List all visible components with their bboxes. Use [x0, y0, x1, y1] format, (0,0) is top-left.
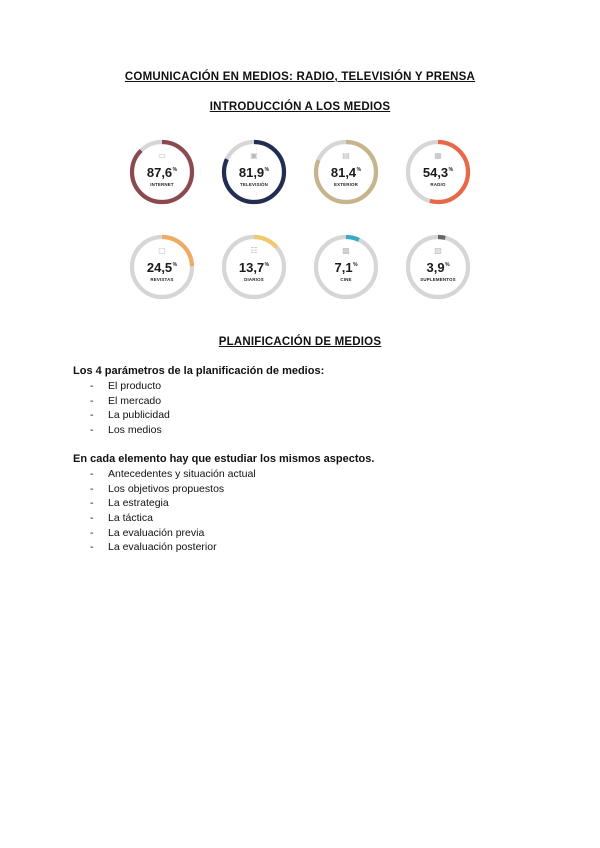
list-item-text: Antecedentes y situación actual	[108, 468, 256, 480]
list-item	[90, 482, 256, 497]
list-item-text: La estrategia	[108, 497, 169, 510]
list-item	[90, 526, 256, 541]
gauges-row-2	[0, 231, 600, 311]
dash-marker: -	[90, 394, 94, 407]
gauge-diarios	[218, 231, 290, 303]
list-item-text: La publicidad	[108, 409, 170, 422]
planning-heading: PLANIFICACIÓN DE MEDIOS	[218, 336, 382, 348]
list-item-text: La táctica	[108, 512, 153, 525]
list-item-text: Los medios	[108, 424, 162, 437]
list-item	[90, 467, 256, 482]
tv-icon: ▣	[250, 151, 258, 160]
gauge-value-number: 87,6	[146, 165, 173, 180]
dash-marker: -	[90, 468, 94, 480]
intro-heading: INTRODUCCIÓN A LOS MEDIOS	[209, 101, 391, 113]
gauge-unit: %	[445, 262, 450, 268]
dash-marker: -	[90, 497, 94, 510]
dash-marker: -	[90, 541, 94, 554]
dash-marker: -	[90, 380, 94, 392]
params-lead: Los 4 parámetros de la planificación de medios:	[73, 365, 325, 377]
dash-marker: -	[90, 482, 94, 495]
gauge-unit: %	[172, 262, 178, 268]
gauge-radio	[402, 136, 474, 208]
billboard-icon: ▤	[342, 151, 350, 160]
gauge-label: INTERNET	[150, 182, 174, 187]
gauge-value	[218, 258, 290, 275]
gauge-unit: %	[264, 262, 270, 268]
monitor-icon: ▭	[158, 151, 166, 160]
gauges-row-1	[0, 136, 600, 216]
gauge-label: REVISTAS	[150, 277, 174, 282]
gauge-value	[402, 163, 474, 180]
list-item-text: La evaluación previa	[108, 526, 205, 539]
gauge-label: CINE	[340, 277, 352, 282]
dash-marker: -	[90, 409, 94, 422]
gauge-label: EXTERIOR	[333, 182, 359, 187]
gauge-unit: %	[353, 262, 358, 268]
aspects-lead: En cada elemento hay que estudiar los mismos aspectos.	[73, 453, 375, 465]
dash-marker: -	[90, 424, 94, 437]
gauge-value-number: 13,7	[238, 260, 265, 275]
gauge-unit: %	[172, 167, 178, 173]
gauge-televisin	[218, 136, 290, 208]
gauge-label: TELEVISIÓN	[239, 182, 269, 187]
gauge-value	[126, 163, 198, 180]
gauge-value-number: 7,1	[334, 260, 353, 275]
list-item	[90, 540, 256, 555]
gauge-label: SUPLEMENTOS	[420, 277, 456, 282]
radio-icon: ▦	[434, 151, 442, 160]
gauge-value	[402, 258, 474, 275]
list-item	[90, 423, 170, 438]
gauge-value-number: 3,9	[426, 260, 445, 275]
list-item-text: El producto	[108, 380, 162, 392]
gauge-unit: %	[448, 167, 454, 173]
gauge-value	[310, 163, 382, 180]
gauge-value	[310, 258, 382, 275]
list-item	[90, 408, 170, 423]
list-item	[90, 511, 256, 526]
gauge-suplementos	[402, 231, 474, 303]
gauge-value-number: 81,4	[330, 165, 357, 180]
list-item	[90, 394, 170, 409]
gauge-unit: %	[264, 167, 270, 173]
dash-marker: -	[90, 512, 94, 525]
list-item-text: Los objetivos propuestos	[108, 482, 225, 495]
dash-marker: -	[90, 526, 94, 539]
newspaper-icon: ☷	[250, 246, 258, 255]
list-item-text: El mercado	[108, 394, 162, 407]
params-list	[90, 379, 170, 438]
gauge-exterior	[310, 136, 382, 208]
gauge-unit: %	[356, 167, 362, 173]
list-item-text: La evaluación posterior	[108, 541, 217, 554]
gauge-value	[218, 163, 290, 180]
gauge-value-number: 54,3	[422, 165, 449, 180]
gauge-label: DIARIOS	[244, 277, 264, 282]
document-title: COMUNICACIÓN EN MEDIOS: RADIO, TELEVISIÓN Y PRENSA	[124, 71, 476, 83]
aspects-list	[90, 467, 256, 555]
magazine-icon: ▢	[158, 246, 166, 255]
gauge-cine	[310, 231, 382, 303]
list-item	[90, 379, 170, 394]
gauge-revistas	[126, 231, 198, 303]
gauge-value-number: 24,5	[146, 260, 173, 275]
gauge-value	[126, 258, 198, 275]
gauge-label: RADIO	[430, 182, 446, 187]
gauge-internet	[126, 136, 198, 208]
cinema-icon: ▩	[342, 246, 350, 255]
gauge-value-number: 81,9	[238, 165, 265, 180]
supplement-icon: ▨	[434, 246, 442, 255]
list-item	[90, 496, 256, 511]
